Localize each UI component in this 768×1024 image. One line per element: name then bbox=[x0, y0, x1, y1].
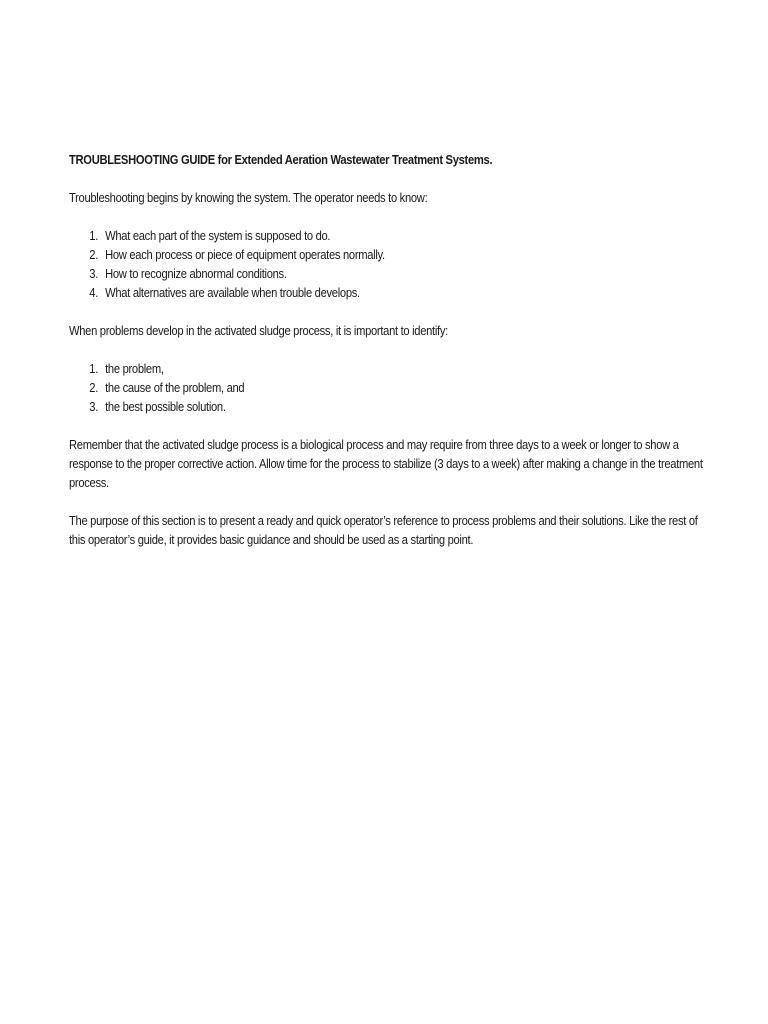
list-item: 1. the problem, bbox=[101, 359, 709, 378]
list-item: 4. What alternatives are available when trouble develops. bbox=[101, 283, 709, 302]
document-page bbox=[69, 150, 709, 568]
list-item: 3. How to recognize abnormal conditions. bbox=[101, 264, 709, 283]
remember-paragraph: Remember that the activated sludge process is a biological process and may require from three days to a week or longer to show a response to the proper corrective action. Allow time for the process to stabilize (3 days to a week) after making a change in the treatment process. bbox=[69, 437, 703, 490]
list-item: 3. the best possible solution. bbox=[101, 397, 709, 416]
list-item: 2. the cause of the problem, and bbox=[101, 378, 709, 397]
identify-list bbox=[69, 359, 709, 416]
know-list bbox=[69, 226, 709, 302]
list-item: 2. How each process or piece of equipment operates normally. bbox=[101, 245, 709, 264]
purpose-paragraph: The purpose of this section is to present a ready and quick operator’s reference to process problems and their solutions. Like the rest of this operator’s guide, it provides basic guidance and should be used as a starting point. bbox=[69, 513, 698, 547]
intro-paragraph: Troubleshooting begins by knowing the system. The operator needs to know: bbox=[69, 190, 428, 205]
document-title: TROUBLESHOOTING GUIDE for Extended Aeration Wastewater Treatment Systems. bbox=[69, 152, 493, 167]
identify-intro-paragraph: When problems develop in the activated sludge process, it is important to identify: bbox=[69, 323, 448, 338]
list-item: 1. What each part of the system is supposed to do. bbox=[101, 226, 709, 245]
